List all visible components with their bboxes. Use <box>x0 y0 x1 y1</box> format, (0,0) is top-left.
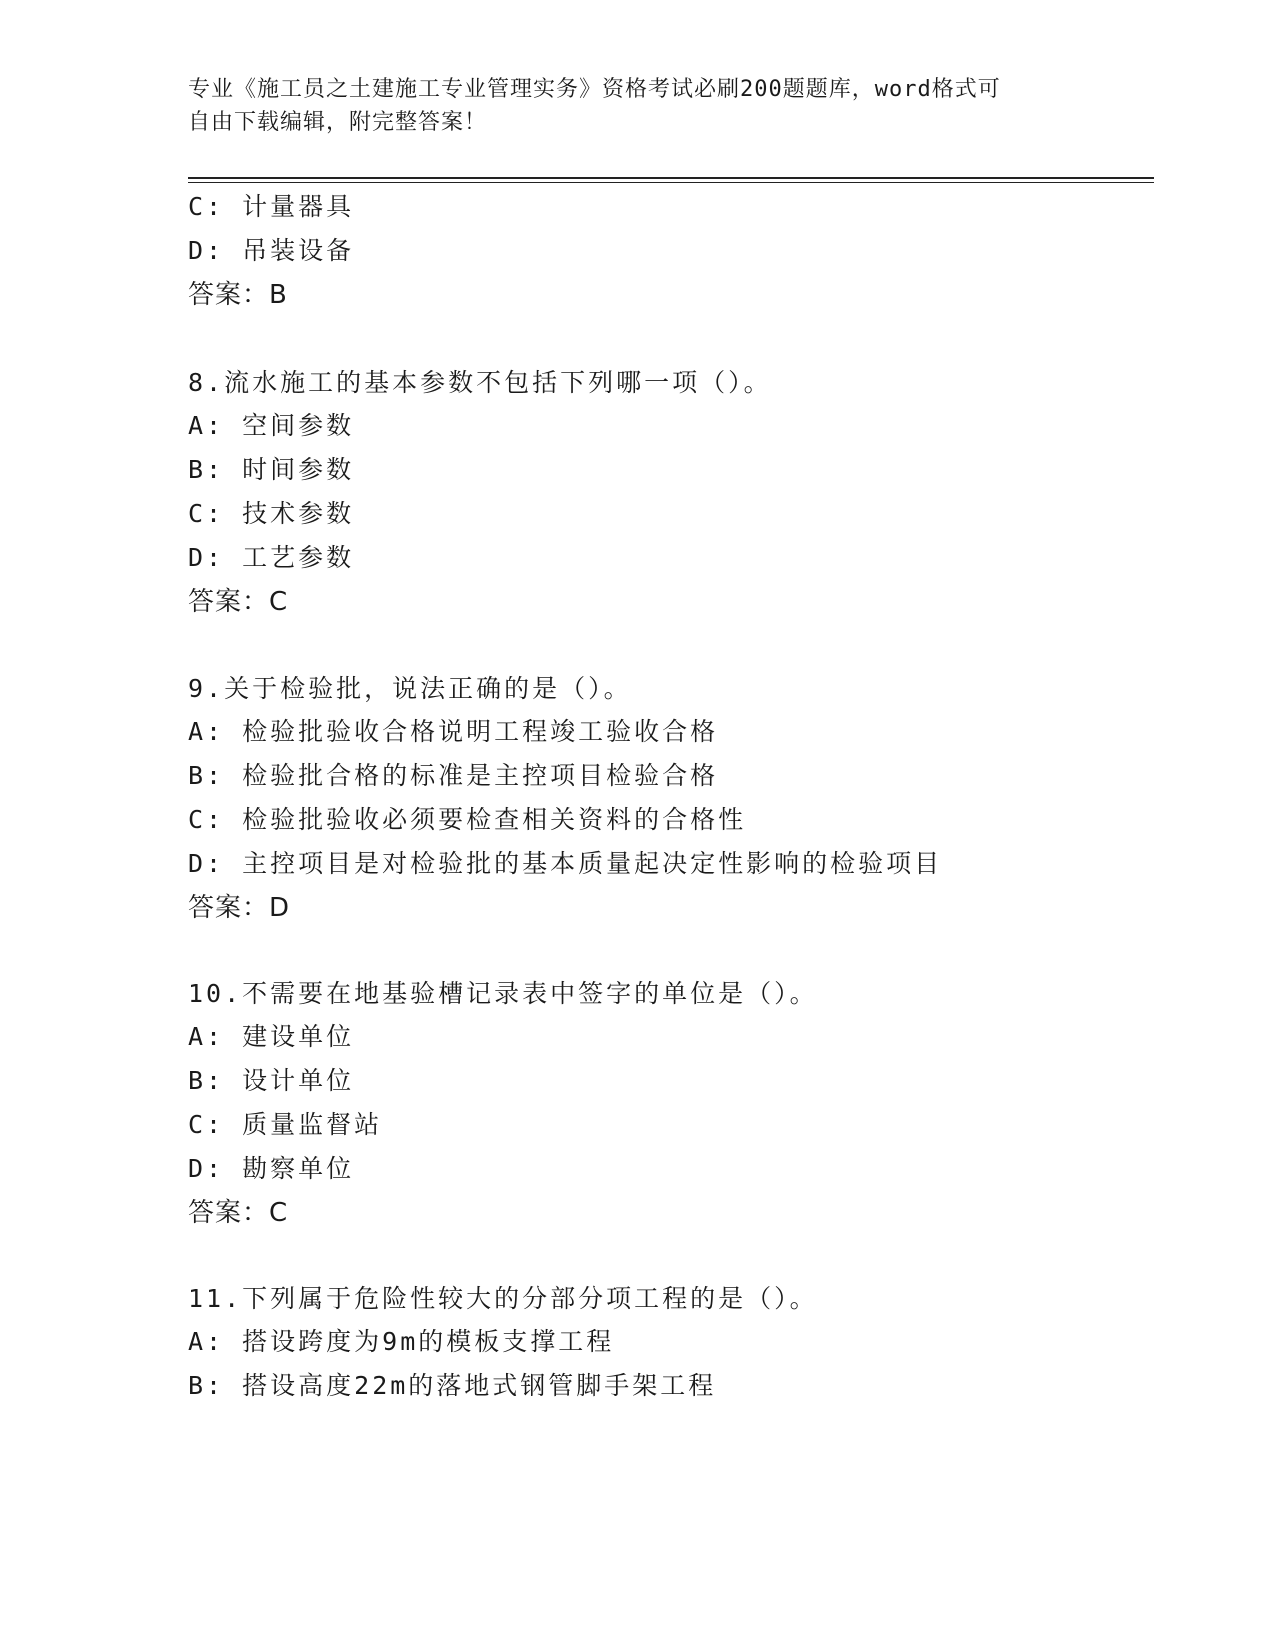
prev-option-c: C: 计量器具 <box>188 192 355 221</box>
header-rule-thin <box>188 182 1154 183</box>
q10-option-d: D: 勘察单位 <box>188 1154 355 1183</box>
header-line-1: 专业《施工员之土建施工专业管理实务》资格考试必刷200题题库，word格式可 <box>188 77 1001 102</box>
document-header <box>188 73 1068 139</box>
q11-option-b: B: 搭设高度22m的落地式钢管脚手架工程 <box>188 1371 717 1400</box>
q8-answer: 答案：C <box>188 587 289 617</box>
q9-option-d: D: 主控项目是对检验批的基本质量起决定性影响的检验项目 <box>188 849 943 878</box>
header-rule-thick <box>188 177 1154 179</box>
q9-option-a: A: 检验批验收合格说明工程竣工验收合格 <box>188 717 719 746</box>
q11-option-a: A: 搭设跨度为9m的模板支撑工程 <box>188 1327 615 1356</box>
q8-question: 8.流水施工的基本参数不包括下列哪一项（）。 <box>188 368 772 397</box>
q10-option-a: A: 建设单位 <box>188 1022 355 1051</box>
q9-option-b: B: 检验批合格的标准是主控项目检验合格 <box>188 761 719 790</box>
q10-question: 10.不需要在地基验槽记录表中签字的单位是（）。 <box>188 979 818 1008</box>
q8-option-b: B: 时间参数 <box>188 455 355 484</box>
q10-answer: 答案：C <box>188 1198 289 1228</box>
q9-answer: 答案：D <box>188 893 291 923</box>
q9-option-c: C: 检验批验收必须要检查相关资料的合格性 <box>188 805 747 834</box>
q9-question: 9.关于检验批，说法正确的是（）。 <box>188 674 632 703</box>
q8-option-c: C: 技术参数 <box>188 499 355 528</box>
header-line-2: 自由下载编辑，附完整答案！ <box>188 110 488 135</box>
q8-option-d: D: 工艺参数 <box>188 543 355 572</box>
q11-question: 11.下列属于危险性较大的分部分项工程的是（）。 <box>188 1284 818 1313</box>
prev-answer: 答案：B <box>188 280 288 310</box>
q10-option-b: B: 设计单位 <box>188 1066 355 1095</box>
q10-option-c: C: 质量监督站 <box>188 1110 383 1139</box>
prev-option-d: D: 吊装设备 <box>188 236 355 265</box>
q8-option-a: A: 空间参数 <box>188 411 355 440</box>
